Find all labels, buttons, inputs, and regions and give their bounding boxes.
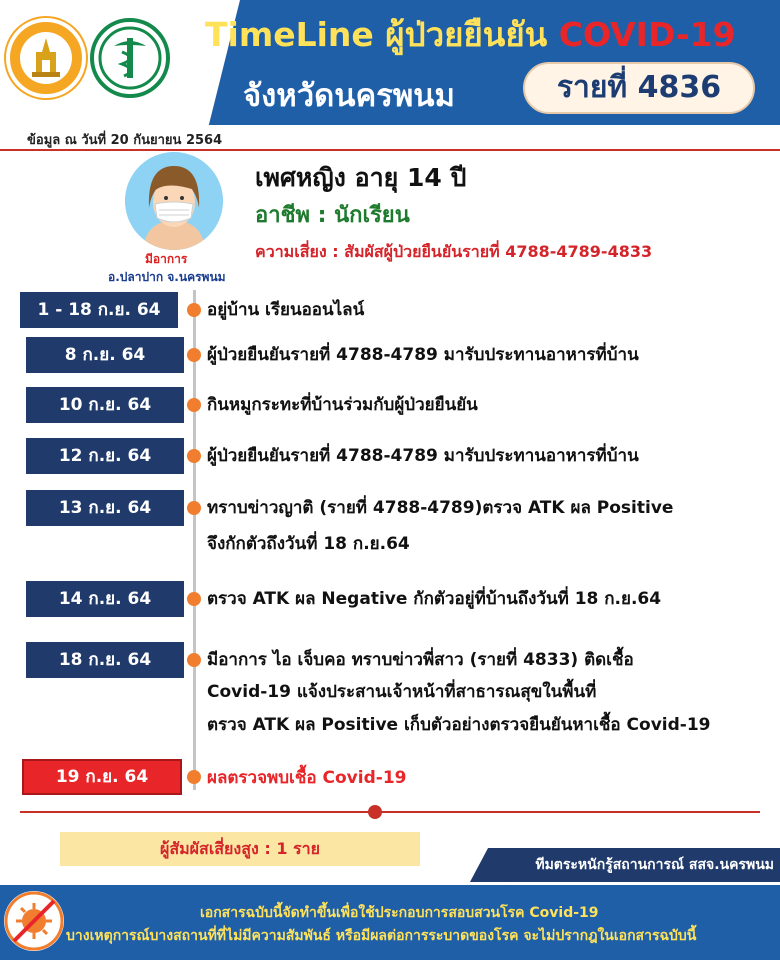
timeline-dot (187, 303, 201, 317)
timeline-dot (187, 653, 201, 667)
timeline-text: ผู้ป่วยยืนยันรายที่ 4788-4789 มารับประทานอาหารที่บ้าน (207, 345, 639, 365)
page-title (205, 8, 736, 61)
province-name: จังหวัดนครพนม (243, 78, 455, 114)
timeline-dot (187, 449, 201, 463)
woman-with-mask-icon (125, 152, 223, 250)
timeline-date: 18 ก.ย. 64 (26, 642, 184, 678)
timeline-date: 13 ก.ย. 64 (26, 490, 184, 526)
provincial-seal-logo (6, 18, 86, 98)
title-prefix: TimeLine ผู้ป่วยยืนยัน (205, 15, 548, 54)
timeline-dot (187, 501, 201, 515)
timeline-text: ตรวจ ATK ผล Positive เก็บตัวอย่างตรวจยืนยันหาเชื้อ Covid-19 (207, 715, 711, 735)
timeline-line (193, 290, 196, 790)
patient-risk: ความเสี่ยง : สัมผัสผู้ป่วยยืนยันรายที่ 4788-4789-4833 (255, 242, 653, 261)
symptom-label: มีอาการ (145, 252, 188, 266)
timeline-text: Covid-19 แจ้งประสานเจ้าหน้าที่สาธารณสุขในพื้นที่ (207, 682, 597, 702)
timeline-text: ทราบข่าวญาติ (รายที่ 4788-4789)ตรวจ ATK ผล Positive (207, 498, 674, 518)
timeline-date: 12 ก.ย. 64 (26, 438, 184, 474)
title-suffix: COVID-19 (558, 15, 736, 54)
timeline-text: อยู่บ้าน เรียนออนไลน์ (207, 300, 365, 320)
timeline-text: มีอาการ ไอ เจ็บคอ ทราบข่าวพี่สาว (รายที่ 4833) ติดเชื้อ (207, 650, 634, 670)
footer-note-line2: บางเหตุการณ์บางสถานที่ที่ไม่มีความสัมพันธ์ หรือมีผลต่อการระบาดของโรค จะไม่ปรากฎในเอกสารฉบับนี้ (66, 928, 697, 944)
divider-dot (368, 805, 382, 819)
timeline-text: ผู้ป่วยยืนยันรายที่ 4788-4789 มารับประทานอาหารที่บ้าน (207, 446, 639, 466)
location-label: อ.ปลาปาก จ.นครพนม (108, 270, 226, 284)
divider (20, 811, 760, 813)
data-date-note: ข้อมูล ณ วันที่ 20 กันยายน 2564 (27, 133, 223, 148)
patient-occupation: อาชีพ : นักเรียน (255, 203, 410, 228)
patient-gender-age: เพศหญิง อายุ 14 ปี (255, 163, 467, 192)
timeline-dot (187, 592, 201, 606)
timeline-date: 10 ก.ย. 64 (26, 387, 184, 423)
timeline-date: 14 ก.ย. 64 (26, 581, 184, 617)
timeline-date: 19 ก.ย. 64 (22, 759, 182, 795)
timeline-text: จึงกักตัวถึงวันที่ 18 ก.ย.64 (207, 534, 410, 554)
timeline-date: 1 - 18 ก.ย. 64 (20, 292, 178, 328)
timeline-dot (187, 770, 201, 784)
timeline-text: ผลตรวจพบเชื้อ Covid-19 (207, 768, 407, 788)
divider (0, 149, 780, 151)
timeline-text: กินหมูกระทะที่บ้านร่วมกับผู้ป่วยยืนยัน (207, 395, 478, 415)
timeline-dot (187, 398, 201, 412)
header-banner (0, 0, 780, 125)
team-credit-text: ทีมตระหนักรู้สถานการณ์ สสจ.นครพนม (535, 857, 774, 873)
case-number-badge: รายที่ 4836 (523, 62, 755, 114)
footer-note-line1: เอกสารฉบับนี้จัดทำขึ้นเพื่อใช้ประกอบการสอบสวนโรค Covid-19 (200, 905, 599, 921)
team-credit (497, 848, 780, 882)
timeline-dot (187, 348, 201, 362)
timeline-text: ตรวจ ATK ผล Negative กักตัวอยู่ที่บ้านถึงวันที่ 18 ก.ย.64 (207, 589, 662, 609)
high-risk-contacts: ผู้สัมผัสเสี่ยงสูง : 1 ราย (60, 832, 420, 866)
public-health-office-logo (90, 18, 170, 98)
timeline-date: 8 ก.ย. 64 (26, 337, 184, 373)
no-virus-icon (4, 891, 64, 951)
footer-banner (0, 885, 780, 960)
